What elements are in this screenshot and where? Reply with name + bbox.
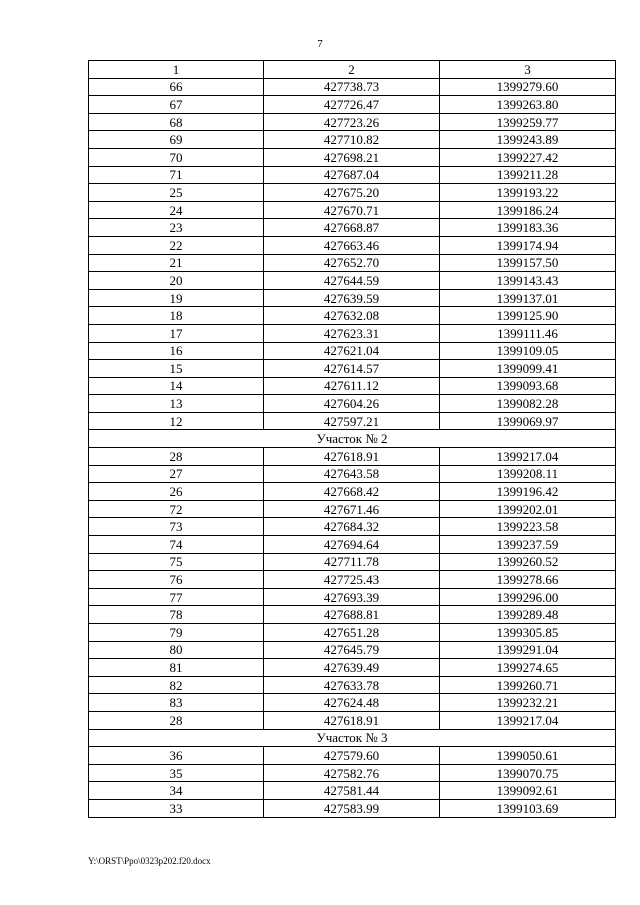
point-number-cell: 77 — [89, 588, 264, 606]
y-coordinate-cell: 1399103.69 — [440, 799, 616, 817]
point-number-cell: 73 — [89, 518, 264, 536]
y-coordinate-cell: 1399069.97 — [440, 412, 616, 430]
y-coordinate-cell: 1399217.04 — [440, 711, 616, 729]
table-row — [89, 148, 616, 166]
point-number-cell: 25 — [89, 184, 264, 202]
y-coordinate-cell: 1399092.61 — [440, 782, 616, 800]
point-number-cell: 14 — [89, 377, 264, 395]
x-coordinate-cell: 427652.70 — [264, 254, 440, 272]
table-row — [89, 307, 616, 325]
point-number-cell: 36 — [89, 747, 264, 765]
x-coordinate-cell: 427663.46 — [264, 236, 440, 254]
y-coordinate-cell: 1399296.00 — [440, 588, 616, 606]
table-row — [89, 96, 616, 114]
point-number-cell: 20 — [89, 272, 264, 290]
point-number-cell: 74 — [89, 536, 264, 554]
y-coordinate-cell: 1399217.04 — [440, 448, 616, 466]
y-coordinate-cell: 1399223.58 — [440, 518, 616, 536]
x-coordinate-cell: 427597.21 — [264, 412, 440, 430]
y-coordinate-cell: 1399157.50 — [440, 254, 616, 272]
y-coordinate-cell: 1399227.42 — [440, 148, 616, 166]
table-row — [89, 201, 616, 219]
x-coordinate-cell: 427579.60 — [264, 747, 440, 765]
y-coordinate-cell: 1399183.36 — [440, 219, 616, 237]
y-coordinate-cell: 1399237.59 — [440, 536, 616, 554]
table-row — [89, 694, 616, 712]
y-coordinate-cell: 1399099.41 — [440, 360, 616, 378]
y-coordinate-cell: 1399208.11 — [440, 465, 616, 483]
y-coordinate-cell: 1399070.75 — [440, 764, 616, 782]
table-row — [89, 465, 616, 483]
table-row — [89, 131, 616, 149]
y-coordinate-cell: 1399289.48 — [440, 606, 616, 624]
y-coordinate-cell: 1399232.21 — [440, 694, 616, 712]
y-coordinate-cell: 1399291.04 — [440, 641, 616, 659]
table-row — [89, 184, 616, 202]
x-coordinate-cell: 427725.43 — [264, 571, 440, 589]
y-coordinate-cell: 1399259.77 — [440, 113, 616, 131]
table-row — [89, 641, 616, 659]
point-number-cell: 23 — [89, 219, 264, 237]
table-row — [89, 272, 616, 290]
point-number-cell: 27 — [89, 465, 264, 483]
point-number-cell: 79 — [89, 624, 264, 642]
x-coordinate-cell: 427698.21 — [264, 148, 440, 166]
point-number-cell: 69 — [89, 131, 264, 149]
point-number-cell: 12 — [89, 412, 264, 430]
page-number: 7 — [317, 38, 323, 50]
point-number-cell: 28 — [89, 711, 264, 729]
table-body — [89, 61, 616, 818]
point-number-cell: 15 — [89, 360, 264, 378]
point-number-cell: 72 — [89, 500, 264, 518]
y-coordinate-cell: 1399186.24 — [440, 201, 616, 219]
point-number-cell: 81 — [89, 659, 264, 677]
point-number-cell: 18 — [89, 307, 264, 325]
x-coordinate-cell: 427670.71 — [264, 201, 440, 219]
point-number-cell: 33 — [89, 799, 264, 817]
x-coordinate-cell: 427639.49 — [264, 659, 440, 677]
y-coordinate-cell: 1399196.42 — [440, 483, 616, 501]
x-coordinate-cell: 427651.28 — [264, 624, 440, 642]
y-coordinate-cell: 1399111.46 — [440, 324, 616, 342]
point-number-cell: 82 — [89, 676, 264, 694]
table-row — [89, 676, 616, 694]
section-row — [89, 729, 616, 747]
point-number-cell: 80 — [89, 641, 264, 659]
point-number-cell: 17 — [89, 324, 264, 342]
table-row — [89, 624, 616, 642]
x-coordinate-cell: 427644.59 — [264, 272, 440, 290]
x-coordinate-cell: 427624.48 — [264, 694, 440, 712]
table-row — [89, 536, 616, 554]
x-coordinate-cell: 427726.47 — [264, 96, 440, 114]
point-number-cell: 66 — [89, 78, 264, 96]
y-coordinate-cell: 1399174.94 — [440, 236, 616, 254]
x-coordinate-cell: 427618.91 — [264, 711, 440, 729]
table-row — [89, 219, 616, 237]
point-number-cell: 19 — [89, 289, 264, 307]
point-number-cell: 21 — [89, 254, 264, 272]
table-row — [89, 236, 616, 254]
y-coordinate-cell: 1399211.28 — [440, 166, 616, 184]
x-coordinate-cell: 427675.20 — [264, 184, 440, 202]
y-coordinate-cell: 1399243.89 — [440, 131, 616, 149]
point-number-cell: 68 — [89, 113, 264, 131]
table-row — [89, 764, 616, 782]
table-row — [89, 113, 616, 131]
y-coordinate-cell: 1399260.52 — [440, 553, 616, 571]
x-coordinate-cell: 427668.42 — [264, 483, 440, 501]
x-coordinate-cell: 427671.46 — [264, 500, 440, 518]
y-coordinate-cell: 1399279.60 — [440, 78, 616, 96]
section-label: Участок № 3 — [89, 729, 616, 747]
header-cell-1: 1 — [89, 61, 264, 79]
x-coordinate-cell: 427611.12 — [264, 377, 440, 395]
x-coordinate-cell: 427582.76 — [264, 764, 440, 782]
point-number-cell: 67 — [89, 96, 264, 114]
x-coordinate-cell: 427643.58 — [264, 465, 440, 483]
y-coordinate-cell: 1399305.85 — [440, 624, 616, 642]
table-row — [89, 659, 616, 677]
x-coordinate-cell: 427632.08 — [264, 307, 440, 325]
point-number-cell: 83 — [89, 694, 264, 712]
x-coordinate-cell: 427618.91 — [264, 448, 440, 466]
y-coordinate-cell: 1399193.22 — [440, 184, 616, 202]
section-row — [89, 430, 616, 448]
table-row — [89, 448, 616, 466]
table-row — [89, 782, 616, 800]
y-coordinate-cell: 1399137.01 — [440, 289, 616, 307]
y-coordinate-cell: 1399274.65 — [440, 659, 616, 677]
point-number-cell: 35 — [89, 764, 264, 782]
table-row — [89, 799, 616, 817]
x-coordinate-cell: 427645.79 — [264, 641, 440, 659]
table-row — [89, 78, 616, 96]
x-coordinate-cell: 427710.82 — [264, 131, 440, 149]
table-row — [89, 254, 616, 272]
point-number-cell: 26 — [89, 483, 264, 501]
y-coordinate-cell: 1399263.80 — [440, 96, 616, 114]
section-label: Участок № 2 — [89, 430, 616, 448]
x-coordinate-cell: 427614.57 — [264, 360, 440, 378]
point-number-cell: 78 — [89, 606, 264, 624]
x-coordinate-cell: 427723.26 — [264, 113, 440, 131]
point-number-cell: 24 — [89, 201, 264, 219]
point-number-cell: 76 — [89, 571, 264, 589]
point-number-cell: 34 — [89, 782, 264, 800]
y-coordinate-cell: 1399143.43 — [440, 272, 616, 290]
table-row — [89, 395, 616, 413]
x-coordinate-cell: 427621.04 — [264, 342, 440, 360]
x-coordinate-cell: 427639.59 — [264, 289, 440, 307]
x-coordinate-cell: 427738.73 — [264, 78, 440, 96]
x-coordinate-cell: 427684.32 — [264, 518, 440, 536]
table-header-row — [89, 61, 616, 79]
table-row — [89, 500, 616, 518]
table-row — [89, 571, 616, 589]
table-row — [89, 289, 616, 307]
table-row — [89, 360, 616, 378]
point-number-cell: 22 — [89, 236, 264, 254]
table-row — [89, 166, 616, 184]
table-row — [89, 377, 616, 395]
y-coordinate-cell: 1399278.66 — [440, 571, 616, 589]
table-row — [89, 324, 616, 342]
x-coordinate-cell: 427688.81 — [264, 606, 440, 624]
x-coordinate-cell: 427633.78 — [264, 676, 440, 694]
x-coordinate-cell: 427623.31 — [264, 324, 440, 342]
coordinates-table — [88, 60, 616, 818]
header-cell-3: 3 — [440, 61, 616, 79]
x-coordinate-cell: 427711.78 — [264, 553, 440, 571]
footer-file-path: Y:\ORST\Ppo\0323p202.f20.docx — [88, 856, 211, 866]
y-coordinate-cell: 1399125.90 — [440, 307, 616, 325]
header-cell-2: 2 — [264, 61, 440, 79]
x-coordinate-cell: 427583.99 — [264, 799, 440, 817]
x-coordinate-cell: 427694.64 — [264, 536, 440, 554]
table-row — [89, 412, 616, 430]
point-number-cell: 70 — [89, 148, 264, 166]
y-coordinate-cell: 1399050.61 — [440, 747, 616, 765]
point-number-cell: 28 — [89, 448, 264, 466]
x-coordinate-cell: 427581.44 — [264, 782, 440, 800]
y-coordinate-cell: 1399260.71 — [440, 676, 616, 694]
point-number-cell: 13 — [89, 395, 264, 413]
y-coordinate-cell: 1399082.28 — [440, 395, 616, 413]
table-row — [89, 747, 616, 765]
point-number-cell: 71 — [89, 166, 264, 184]
point-number-cell: 75 — [89, 553, 264, 571]
point-number-cell: 16 — [89, 342, 264, 360]
table-row — [89, 342, 616, 360]
x-coordinate-cell: 427604.26 — [264, 395, 440, 413]
table-row — [89, 588, 616, 606]
table-row — [89, 553, 616, 571]
x-coordinate-cell: 427687.04 — [264, 166, 440, 184]
y-coordinate-cell: 1399093.68 — [440, 377, 616, 395]
table-row — [89, 483, 616, 501]
table-row — [89, 606, 616, 624]
y-coordinate-cell: 1399202.01 — [440, 500, 616, 518]
table-row — [89, 711, 616, 729]
x-coordinate-cell: 427668.87 — [264, 219, 440, 237]
x-coordinate-cell: 427693.39 — [264, 588, 440, 606]
y-coordinate-cell: 1399109.05 — [440, 342, 616, 360]
table-row — [89, 518, 616, 536]
